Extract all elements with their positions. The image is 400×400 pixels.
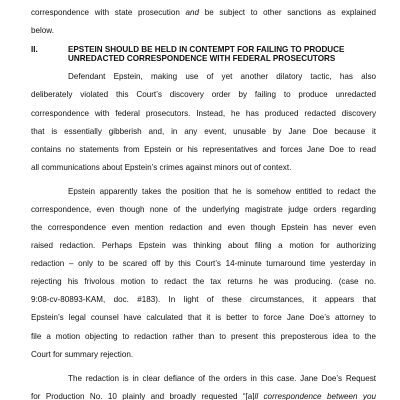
body-line: Defendant Epstein, making use of yet another dilatory tactic, has also xyxy=(68,72,376,82)
body-line: 9:08-cv-80893-KAM, doc. #183). In light of these circumstances, it appears that xyxy=(31,295,376,305)
body-line: contains no statements from Epstein or his representatives and forces Jane Doe to read xyxy=(31,144,376,154)
body-line: for Production No. 10 plainly and broadly requested “[a]ll correspondence between you xyxy=(31,392,376,400)
body-line: The redaction is in clear defiance of the orders in this case. Jane Doe’s Request xyxy=(68,373,376,383)
body-line: all communications about Epstein’s crimes against minors out of context. xyxy=(31,162,292,172)
body-line: Court for summary rejection. xyxy=(31,349,134,359)
body-line: that is essentially gibberish and, in any event, unusable by Jane Doe because it xyxy=(31,126,376,136)
body-line: Epstein apparently takes the position that he is somehow entitled to redact the xyxy=(68,187,376,197)
body-line: rejecting his frivolous motion to redact the tax returns he was producing. (case no. xyxy=(31,277,376,287)
section-number: II. xyxy=(31,44,38,54)
body-line: deliberately violated this Court’s discovery order by failing to produce unredacted xyxy=(31,90,376,100)
body-line: correspondence, even though none of the underlying magistrate judge orders regarding xyxy=(31,205,376,215)
section-heading: UNREDACTED CORRESPONDENCE WITH FEDERAL PROSECUTORS xyxy=(68,53,336,63)
body-line: Epstein’s legal counsel have calculated that it is better to force Jane Doe’s attorney to xyxy=(31,313,376,323)
body-line: correspondence with federal prosecutors. Instead, he has produced redacted discovery xyxy=(31,108,376,118)
body-line: redaction – only to be scared off by this Court’s 14-minute turnaround time yesterday in xyxy=(31,259,376,269)
body-line: file a motion objecting to redaction rather than to present this preposterous idea to the xyxy=(31,331,376,341)
body-line: below. xyxy=(31,26,54,36)
body-line: correspondence with state prosecution and be subject to other sanctions as explained xyxy=(31,8,376,17)
body-line: the correspondence even mention redaction and even though Epstein has never even xyxy=(31,223,376,233)
section-heading: EPSTEIN SHOULD BE HELD IN CONTEMPT FOR FAILING TO PRODUCE xyxy=(68,44,345,54)
body-line: raised redaction. Perhaps Epstein was thinking about filing a motion for authorizing xyxy=(31,241,376,251)
